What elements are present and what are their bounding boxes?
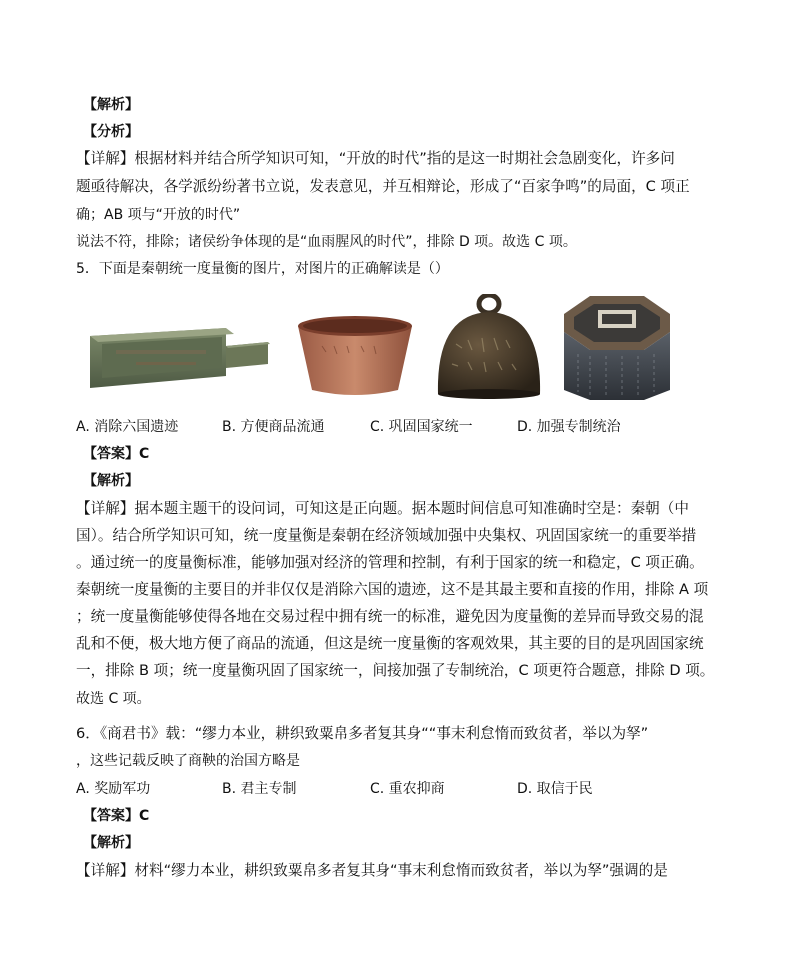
q6-detail-line-1: 【详解】材料“缪力本业，耕织致粟帛多者复其身“事末利怠惰而致贫者，举以为孥”强调的是 [76,862,668,879]
q6-stem-line-2: ，这些记载反映了商鞅的治国方略是 [76,753,300,769]
q5-option-b: B. 方便商品流通 [222,419,325,435]
q5-detail-line-3: 。通过统一的度量衡标准，能够加强对经济的管理和控制，有利于国家的统一和稳定，C 项正确。 [76,554,704,571]
q4-fenxi-heading: 【分析】 [83,124,139,140]
q5-detail-line-7: 一，排除 B 项；统一度量衡巩固了国家统一，间接加强了专制统治，C 项更符合题意，排除 D 项。 [76,662,715,679]
q5-option-c: C. 巩固国家统一 [370,419,473,435]
q5-detail-line-6: 乱和不便，极大地方便了商品的流通，但这是统一度量衡的客观效果，其主要的目的是巩固国家统 [76,635,704,652]
q5-detail-line-1: 【详解】据本题主题干的设问词，可知这是正向题。据本题时间信息可知准确时空是：秦朝（中 [76,500,689,517]
q6-answer: 【答案】C [83,808,150,824]
q6-option-c: C. 重农抑商 [370,781,445,797]
q5-detail-line-4: 秦朝统一度量衡的主要目的并非仅仅是消除六国的遗迹，这不是其最主要和直接的作用，排除 A 项 [76,581,709,598]
q5-detail-line-8: 故选 C 项。 [76,691,151,707]
q5-stem: 5．下面是秦朝统一度量衡的图片，对图片的正确解读是（） [76,261,449,277]
q6-option-b: B. 君主专制 [222,781,297,797]
bronze-sheng-image [76,318,272,396]
q5-detail-line-5: ；统一度量衡能够使得各地在交易过程中拥有统一的标准，避免因为度量衡的差异而导致交易的混 [76,608,704,625]
bronze-weight-image [432,294,546,400]
q4-detail-line-2: 题亟待解决，各学派纷纷著书立说，发表意见，并互相辩论，形成了“百家争鸣”的局面，C 项正 [76,178,690,195]
q5-option-a: A. 消除六国遗迹 [76,419,179,435]
q4-detail-line-1: 【详解】根据材料并结合所学知识可知，“开放的时代”指的是这一时期社会急剧变化，许多问 [76,150,675,167]
q6-stem-line-1: 6．《商君书》载：“缪力本业，耕织致粟帛多者复其身““事末利怠惰而致贫者，举以为孥” [76,725,649,742]
q6-option-d: D. 取信于民 [517,781,593,797]
q6-jiexi-heading: 【解析】 [83,835,139,851]
q4-detail-line-4: 说法不符，排除；诸侯纷争体现的是“血雨腥风的时代”，排除 D 项。故选 C 项。 [76,234,577,250]
q4-detail-line-3: 确；AB 项与“开放的时代” [76,207,241,223]
q5-option-d: D. 加强专制统治 [517,419,621,435]
q5-detail-line-2: 国）。结合所学知识可知，统一度量衡是秦朝在经济领域加强中央集权、巩固国家统一的重要举措 [76,527,697,544]
q5-jiexi-heading: 【解析】 [83,473,139,489]
q6-option-a: A. 奖励军功 [76,781,151,797]
q4-jiexi-heading: 【解析】 [83,97,139,113]
pottery-measure-image [292,310,418,400]
q5-answer: 【答案】C [83,446,150,462]
octagonal-weight-image [560,292,674,402]
